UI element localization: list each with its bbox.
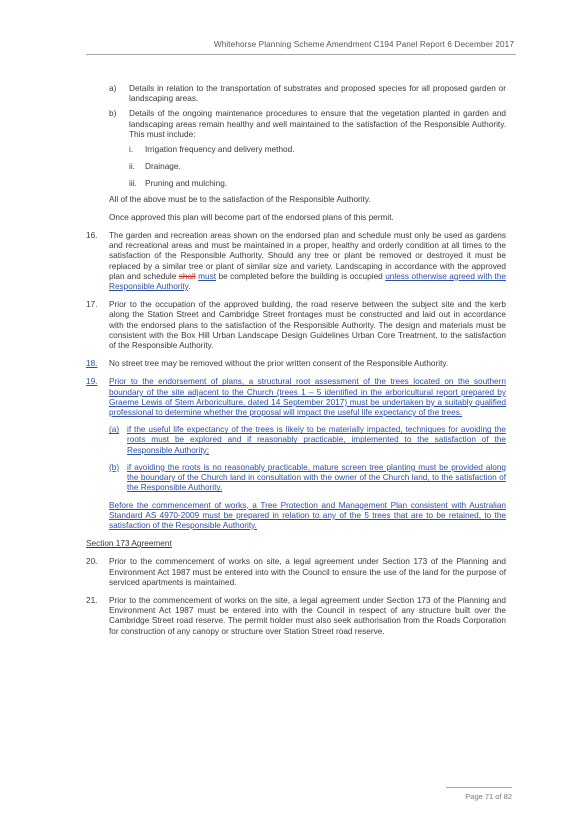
list-item-a: [109, 84, 506, 104]
condition-text: Prior to the occupation of the approved building, the road reserve between the subject site and the kerb along the Station Street and Cambridge Street frontages must be constructed and laid out in accordance with the endorsed plans to the satisfaction of the Responsible Authority. The design and materials must be consistent with the Box Hill Urban Landscape Design Guidelines Urban Core Treatment, to the satisfaction of the Responsible Authority.: [109, 300, 506, 351]
roman-item-text: Pruning and mulching.: [145, 179, 228, 189]
inserted-text: must: [198, 271, 217, 281]
roman-item-iii: [129, 179, 506, 189]
inserted-text: unless otherwise agreed with the Responsible Authority: [109, 271, 506, 292]
condition-16: [86, 231, 506, 292]
header-rule: [86, 54, 516, 55]
condition-text-part: The garden and recreation areas shown on the endorsed plan and schedule must only be used as gardens and recreational areas and must be maintained in a proper, healthy and orderly condition at all times to the satisfaction of the Responsible Authority. Should any tree or plant be removed or destroyed it must be replaced by a similar tree or plant of similar size and variety. Landscaping in accordance with the approved plan and schedule: [109, 231, 506, 281]
condition-text: Prior to the commencement of works on site, a legal agreement under Section 173 of the Planning and Environment Act 1987 must be entered into with the Council to ensure the use of the land for the purpose of serviced apartments is maintained.: [109, 557, 506, 587]
condition-number: 19.: [86, 377, 98, 387]
roman-marker: i.: [129, 145, 134, 155]
condition-text: Prior to the endorsement of plans, a structural root assessment of the trees located on the southern boundary of the site adjacent to the Church (trees 1 – 5 identified in the arboricultural report prepared by Graeme Lewis of Stem Arboriculture, dated 14 September 2017) must be undertaken by a suitably qualified professional to determine whether the proposal will impact the useful life expectancy of the trees.: [109, 377, 506, 418]
list-marker: b): [109, 109, 117, 119]
condition-18: [86, 359, 506, 369]
condition-text: Prior to the commencement of works on the site, a legal agreement under Section 173 of the Planning and Environment Act 1987 must be entered into with the Council in respect of any structure built over the Cambridge Street road reserve. The permit holder must also seek authorisation from the Roads Corporation for construction of any canopy or structure over Station Street road reserve.: [109, 595, 506, 636]
list-item-text: Details of the ongoing maintenance procedures to ensure that the vegetation planted in garden and landscaping areas remain healthy and well maintained to the satisfaction of the Responsible Authority. This must include:: [129, 109, 506, 139]
condition-number: 17.: [86, 300, 98, 310]
condition-number: 18.: [86, 359, 98, 369]
list-marker: a): [109, 84, 117, 93]
condition-19-a: [109, 425, 506, 456]
condition-17: [86, 300, 506, 351]
condition-text-part: .: [188, 282, 191, 292]
all-above-paragraph: All of the above must be to the satisfaction of the Responsible Authority.: [109, 194, 371, 204]
sub-marker: (a): [109, 425, 120, 435]
condition-text: No street tree may be removed without the prior written consent of the Responsible Authority.: [109, 359, 449, 369]
condition-number: 16.: [86, 231, 98, 241]
list-item-b: [109, 109, 506, 140]
footer-rule: [446, 787, 512, 788]
roman-marker: iii.: [129, 179, 137, 189]
roman-item-ii: [129, 162, 506, 172]
sub-text: if the useful life expectancy of the trees is likely to be materially impacted, techniques for avoiding the roots must be explored and if reasonably practicable, implemented to the satisfaction of the Responsible Authority;: [127, 425, 506, 455]
condition-19: [86, 377, 506, 418]
condition-number: 20.: [86, 557, 98, 567]
document-body: [86, 84, 506, 645]
roman-marker: ii.: [129, 162, 135, 172]
roman-item-i: [129, 145, 506, 155]
page-header: Whitehorse Planning Scheme Amendment C194 Panel Report 6 December 2017: [213, 40, 514, 49]
once-approved-paragraph: Once approved this plan will become part of the endorsed plans of this permit.: [109, 212, 394, 222]
condition-text-part: be completed before the building is occupied: [216, 271, 386, 281]
condition-19-b: [109, 463, 506, 494]
condition-number: 21.: [86, 595, 98, 605]
roman-item-text: Drainage.: [145, 162, 181, 172]
sub-text: if avoiding the roots is no reasonably practicable, mature screen tree planting must be provided along the boundary of the Church land in consultation with the owner of the Church land, to the satisfaction of the Responsible Authority.: [127, 462, 506, 493]
condition-20: [86, 557, 506, 588]
page-number: Page 71 of 82: [465, 792, 512, 801]
sub-marker: (b): [109, 462, 120, 472]
tree-protection-paragraph: Before the commencement of works, a Tree Protection and Management Plan consistent with Australian Standard AS 4970-2009 must be prepared in relation to any of the 5 trees that are to be retained, to the satisfaction of the Responsible Authority.: [109, 500, 506, 530]
roman-item-text: Irrigation frequency and delivery method.: [145, 145, 295, 155]
condition-text: [109, 231, 506, 292]
section-heading: Section 173 Agreement: [86, 539, 172, 549]
list-item-text: Details in relation to the transportation of substrates and proposed species for all proposed garden or landscaping areas.: [129, 84, 506, 104]
condition-21: [86, 596, 506, 637]
deleted-text: shall: [178, 271, 196, 281]
